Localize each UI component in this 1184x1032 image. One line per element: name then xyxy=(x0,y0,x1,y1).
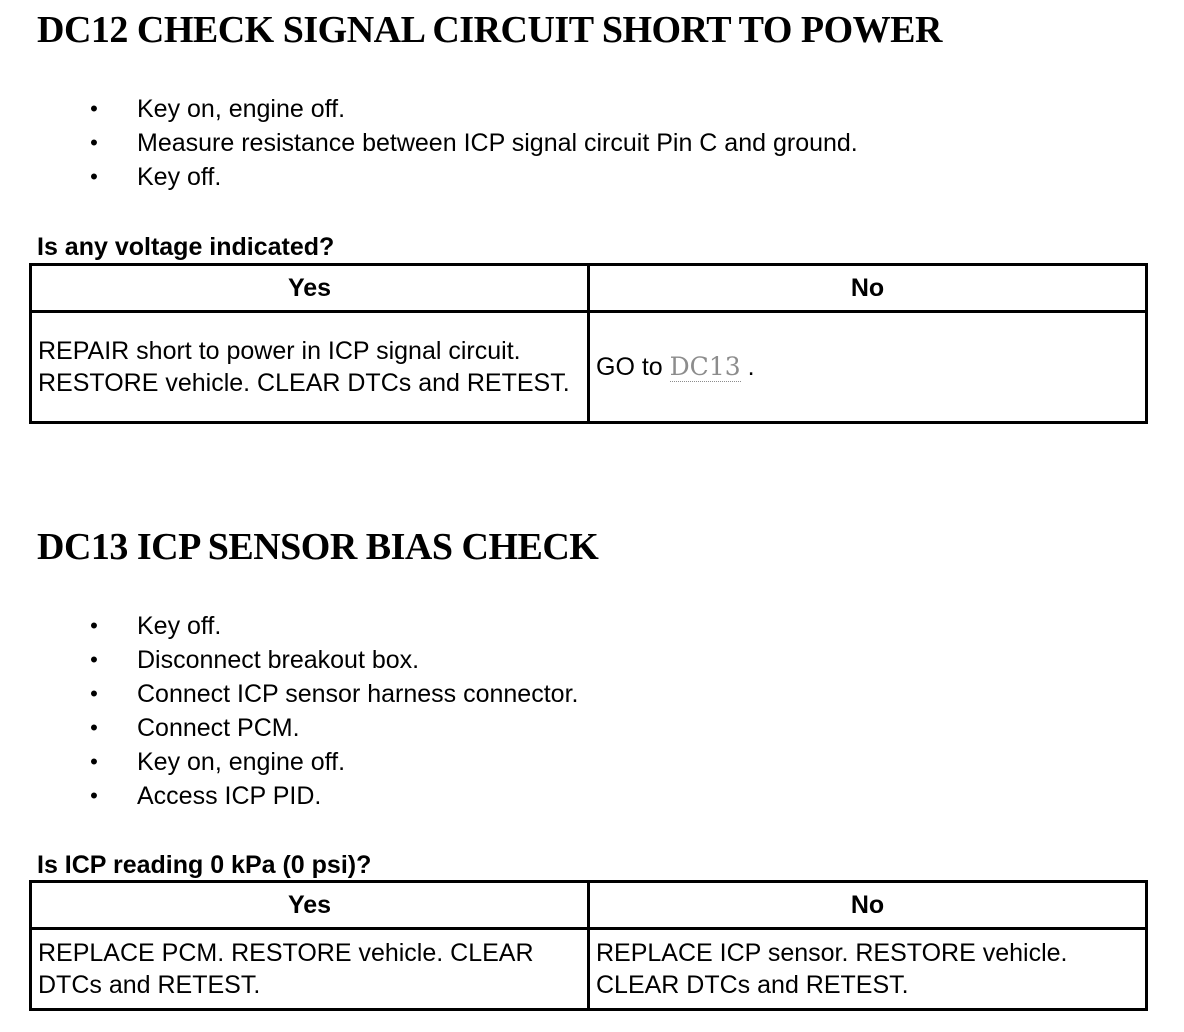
step-text: Key on, engine off. xyxy=(137,95,346,123)
no-action-cell: REPLACE ICP sensor. RESTORE vehicle. CLEAR DTCs and RETEST. xyxy=(589,929,1147,1010)
step-text: Measure resistance between ICP signal circuit Pin C and ground. xyxy=(137,129,858,157)
table-row xyxy=(31,312,1147,423)
step-text: Connect ICP sensor harness connector. xyxy=(137,680,579,708)
step-text: Key on, engine off. xyxy=(137,748,346,776)
no-action-suffix: . xyxy=(740,353,755,381)
bullet-icon: • xyxy=(90,647,98,672)
step-text: Access ICP PID. xyxy=(137,782,322,810)
dc13-answer-table xyxy=(29,880,1148,1011)
yes-header: Yes xyxy=(31,882,589,929)
dc12-answer-table xyxy=(29,263,1148,424)
bullet-icon: • xyxy=(90,715,98,740)
table-row xyxy=(31,929,1147,1010)
bullet-icon: • xyxy=(90,164,98,189)
dc13-question: Is ICP reading 0 kPa (0 psi)? xyxy=(37,851,372,879)
step-text: Key off. xyxy=(137,612,222,640)
step-text: Disconnect breakout box. xyxy=(137,646,420,674)
bullet-icon: • xyxy=(90,130,98,155)
bullet-icon: • xyxy=(90,783,98,808)
no-header: No xyxy=(589,882,1147,929)
bullet-icon: • xyxy=(90,96,98,121)
bullet-icon: • xyxy=(90,681,98,706)
yes-header: Yes xyxy=(31,265,589,312)
no-action-prefix: GO to xyxy=(596,353,670,381)
dc12-question: Is any voltage indicated? xyxy=(37,233,335,261)
no-action-cell xyxy=(589,312,1147,423)
bullet-icon: • xyxy=(90,749,98,774)
table-header-row xyxy=(31,265,1147,312)
dc12-title: DC12 CHECK SIGNAL CIRCUIT SHORT TO POWER xyxy=(37,9,942,51)
step-text: Connect PCM. xyxy=(137,714,300,742)
dc13-link[interactable]: DC13 xyxy=(669,352,741,381)
no-header: No xyxy=(589,265,1147,312)
yes-action-cell: REPLACE PCM. RESTORE vehicle. CLEAR DTCs and RETEST. xyxy=(31,929,589,1010)
table-header-row xyxy=(31,882,1147,929)
yes-action-cell: REPAIR short to power in ICP signal circuit. RESTORE vehicle. CLEAR DTCs and RETEST. xyxy=(31,312,589,423)
bullet-icon: • xyxy=(90,613,98,638)
dc13-title: DC13 ICP SENSOR BIAS CHECK xyxy=(37,526,599,568)
step-text: Key off. xyxy=(137,163,222,191)
